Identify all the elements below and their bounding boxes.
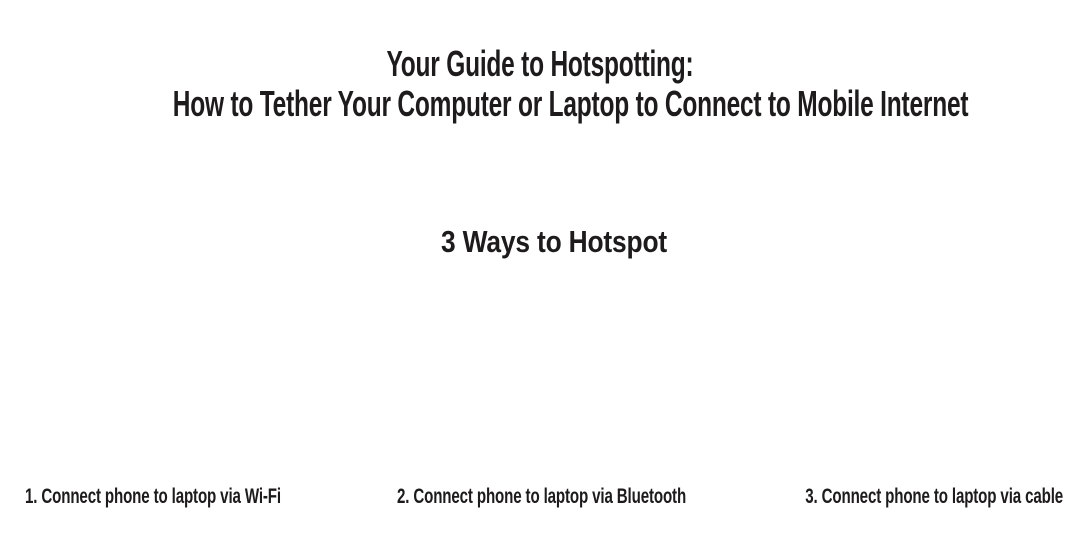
section-heading: 3 Ways to Hotspot [441,224,667,259]
title-line-1: Your Guide to Hotspotting: [386,43,694,84]
caption-wifi: 1. Connect phone to laptop via Wi-Fi [25,485,281,508]
caption-cable: 3. Connect phone to laptop via cable [805,485,1063,508]
title-line-2: How to Tether Your Computer or Laptop to Connect to Mobile Internet [172,83,969,124]
page-title [172,43,969,124]
caption-bluetooth: 2. Connect phone to laptop via Bluetooth [396,485,687,508]
